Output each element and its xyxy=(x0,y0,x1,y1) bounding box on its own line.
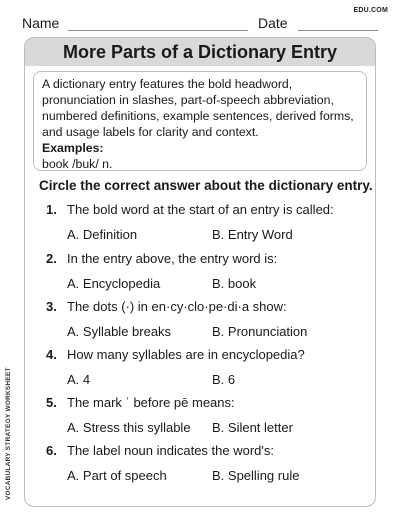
question-6 xyxy=(25,443,375,491)
option-a[interactable]: A. Encyclopedia xyxy=(67,276,161,291)
question-number: 2. xyxy=(46,251,57,266)
option-b[interactable]: B. book xyxy=(212,276,257,291)
question-5 xyxy=(25,395,375,443)
option-a[interactable]: A. 4 xyxy=(67,372,91,387)
option-b[interactable]: B. Silent letter xyxy=(212,420,293,435)
question-number: 1. xyxy=(46,202,57,217)
side-label: VOCABULARY STRATEGY WORKSHEET xyxy=(5,367,12,500)
question-text: The dots (·) in en·cy·clo·pe·di·a show: xyxy=(67,299,287,314)
option-a[interactable]: A. Stress this syllable xyxy=(67,420,191,435)
option-b[interactable]: B. Spelling rule xyxy=(212,468,300,483)
brand-logo: EDU.COM xyxy=(353,7,388,14)
question-number: 6. xyxy=(46,443,57,458)
date-line xyxy=(298,30,378,31)
worksheet-header xyxy=(0,0,400,34)
option-b[interactable]: B. 6 xyxy=(212,372,236,387)
option-b[interactable]: B. Pronunciation xyxy=(212,324,308,339)
question-text: The bold word at the start of an entry is called: xyxy=(67,202,334,217)
examples-label: Examples: xyxy=(42,141,104,155)
instruction: Circle the correct answer about the dictionary entry. xyxy=(39,178,373,193)
question-2 xyxy=(25,251,375,299)
name-line xyxy=(68,30,248,31)
question-text: The mark ˈ before pē means: xyxy=(67,395,235,410)
question-text: How many syllables are in encyclopedia? xyxy=(67,347,305,362)
question-number: 4. xyxy=(46,347,57,362)
examples-text: book /buk/ n. xyxy=(42,157,113,171)
info-text: A dictionary entry features the bold headword, pronunciation in slashes, part-of-speech abbreviation, numbered definitions, example sentences, derived forms, and usage labels for clarity and context. xyxy=(42,77,354,139)
name-label: Name xyxy=(22,15,60,31)
option-b[interactable]: B. Entry Word xyxy=(212,227,293,242)
question-text: In the entry above, the entry word is: xyxy=(67,251,278,266)
question-number: 3. xyxy=(46,299,57,314)
question-number: 5. xyxy=(46,395,57,410)
option-a[interactable]: A. Syllable breaks xyxy=(67,324,172,339)
info-box xyxy=(33,71,367,171)
question-3 xyxy=(25,299,375,347)
option-a[interactable]: A. Definition xyxy=(67,227,138,242)
question-4 xyxy=(25,347,375,395)
question-text: The label noun indicates the word's: xyxy=(67,443,274,458)
option-a[interactable]: A. Part of speech xyxy=(67,468,167,483)
question-1 xyxy=(25,202,375,250)
date-label: Date xyxy=(258,15,288,31)
page-title: More Parts of a Dictionary Entry xyxy=(25,38,375,66)
worksheet-frame xyxy=(24,37,376,507)
